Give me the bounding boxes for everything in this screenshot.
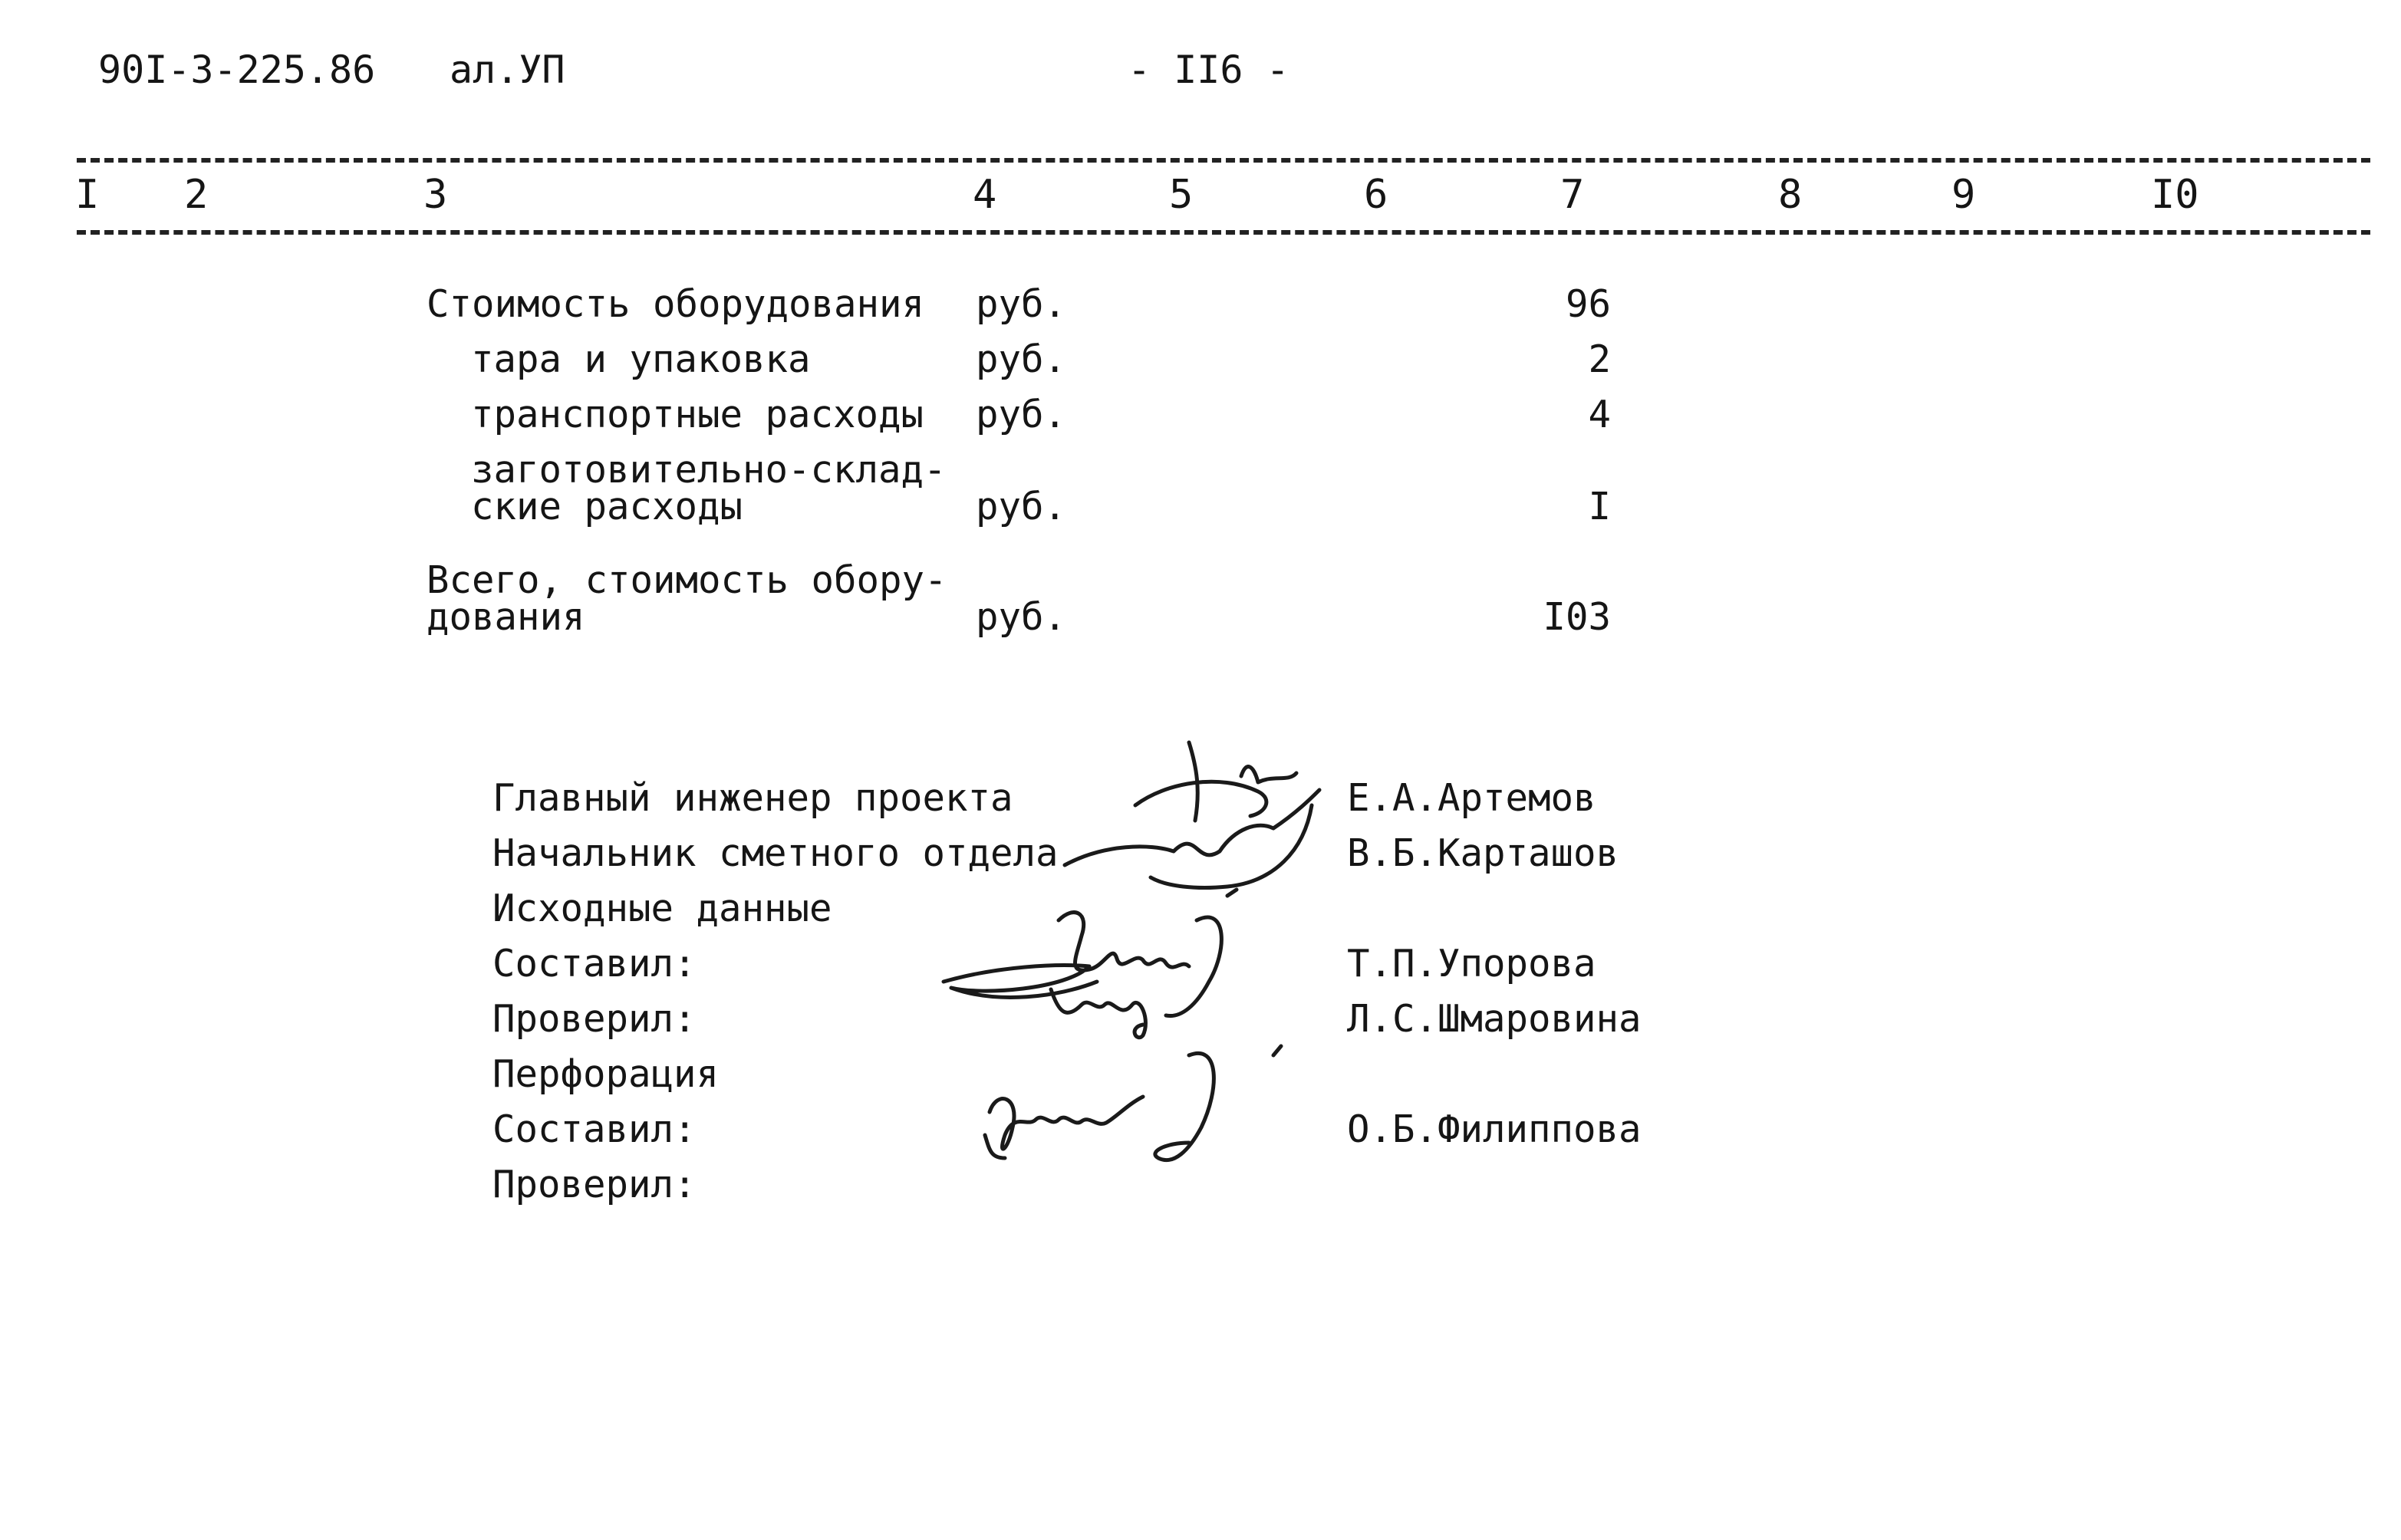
row-value: 2	[1588, 337, 1611, 381]
row-name-line-2: дования	[427, 595, 585, 639]
row-unit: руб.	[976, 393, 1067, 436]
column-number-6: 6	[1364, 172, 1388, 218]
signature-role: Составил:	[492, 1107, 697, 1151]
row-name-line-2: ские расходы	[471, 485, 743, 528]
signature-role: Составил:	[492, 942, 697, 986]
signatory-name: Л.С.Шмаровина	[1347, 997, 1642, 1041]
column-number-5: 5	[1169, 172, 1194, 218]
page-number: - II6 -	[1128, 48, 1289, 92]
row-value: 4	[1588, 393, 1611, 436]
document-code: 90I-3-225.86	[98, 48, 376, 92]
sheet-label: ал.УП	[450, 48, 565, 92]
row-unit: руб.	[976, 337, 1067, 381]
handwritten-signature	[974, 1043, 1312, 1181]
row-name: Стоимость оборудования	[427, 282, 925, 326]
column-number-3: 3	[423, 172, 448, 218]
row-value: I	[1588, 485, 1611, 528]
column-number-8: 8	[1778, 172, 1803, 218]
signatory-name: О.Б.Филиппова	[1347, 1107, 1642, 1151]
signature-role: Главный инженер проекта	[492, 776, 1013, 820]
handwritten-signature	[936, 890, 1304, 1043]
signatory-name: В.Б.Карташов	[1347, 831, 1619, 875]
signatory-name: Е.А.Артемов	[1347, 776, 1596, 820]
handwritten-signature	[1043, 736, 1335, 905]
column-number-9: 9	[1951, 172, 1976, 218]
signature-role: Начальник сметного отдела	[492, 831, 1059, 875]
row-unit: руб.	[976, 282, 1067, 326]
column-header-bottom-rule	[77, 230, 2370, 235]
row-name-line-1: Всего, стоимость обору-	[427, 558, 947, 602]
row-unit: руб.	[976, 595, 1067, 639]
signatory-name: Т.П.Упорова	[1347, 942, 1596, 986]
column-number-2: 2	[184, 172, 209, 218]
column-number-10: I0	[2151, 172, 2199, 218]
column-number-7: 7	[1560, 172, 1585, 218]
signature-role: Перфорация	[492, 1052, 720, 1096]
signature-role: Исходные данные	[492, 887, 832, 930]
column-number-1: I	[75, 172, 100, 218]
row-name-line-1: заготовительно-склад-	[471, 448, 947, 492]
row-unit: руб.	[976, 485, 1067, 528]
signature-role: Проверил:	[492, 1163, 697, 1206]
signature-role: Проверил:	[492, 997, 697, 1041]
row-name: транспортные расходы	[471, 393, 924, 436]
row-value: I03	[1543, 595, 1611, 639]
column-number-4: 4	[973, 172, 997, 218]
column-header-top-rule	[77, 158, 2370, 163]
row-name: тара и упаковка	[471, 337, 811, 381]
row-value: 96	[1565, 282, 1611, 326]
